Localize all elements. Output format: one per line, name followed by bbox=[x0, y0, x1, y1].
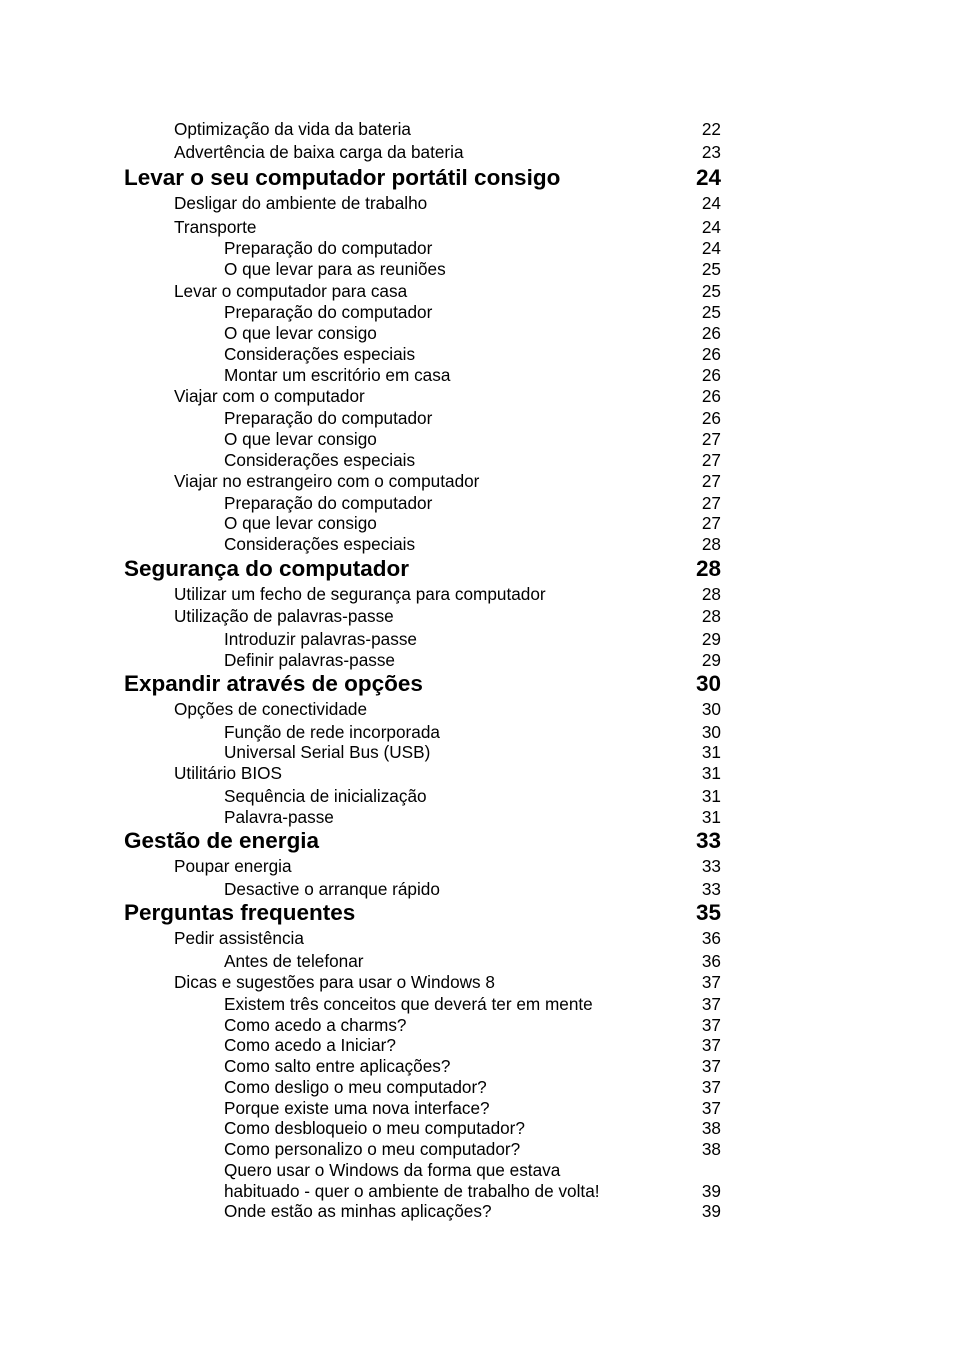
toc-entry-page-number: 37 bbox=[701, 1098, 721, 1118]
toc-entry-title: Optimização da vida da bateria bbox=[174, 119, 411, 139]
toc-entry-page-number: 27 bbox=[701, 450, 721, 470]
toc-entry-title: Levar o seu computador portátil consigo bbox=[124, 165, 561, 190]
toc-entry-page-number: 36 bbox=[701, 928, 721, 948]
toc-entry-title: Montar um escritório em casa bbox=[224, 365, 451, 385]
toc-entry-title: Como desbloqueio o meu computador? bbox=[224, 1118, 525, 1138]
toc-entry-title: O que levar consigo bbox=[224, 429, 377, 449]
toc-entry-page-number: 30 bbox=[695, 671, 721, 696]
toc-entry-page-number: 26 bbox=[701, 408, 721, 428]
toc-entry-page-number: 25 bbox=[701, 281, 721, 301]
toc-entry-page-number: 37 bbox=[701, 1015, 721, 1035]
toc-entry-page-number: 31 bbox=[701, 807, 721, 827]
toc-entry-title: Desactive o arranque rápido bbox=[224, 879, 440, 899]
toc-entry-page-number: 39 bbox=[701, 1201, 721, 1221]
toc-entry-title: Perguntas frequentes bbox=[124, 900, 356, 925]
toc-entry-page-number: 38 bbox=[701, 1118, 721, 1138]
toc-entry-title: Dicas e sugestões para usar o Windows 8 bbox=[174, 972, 495, 992]
toc-entry-title: Opções de conectividade bbox=[174, 699, 368, 719]
toc-entry-title: O que levar para as reuniões bbox=[224, 259, 446, 279]
toc-entry-title: Universal Serial Bus (USB) bbox=[224, 742, 431, 762]
toc-entry-title: habituado - quer o ambiente de trabalho de volta! bbox=[224, 1181, 600, 1201]
toc-entry-page-number: 28 bbox=[701, 584, 721, 604]
toc-entry-title: Introduzir palavras-passe bbox=[224, 629, 417, 649]
toc-entry-title: Preparação do computador bbox=[224, 493, 433, 513]
toc-entry-title: Gestão de energia bbox=[124, 828, 320, 853]
toc-entry-page-number: 33 bbox=[695, 828, 721, 853]
toc-entry-title: Considerações especiais bbox=[224, 450, 416, 470]
toc-entry-page-number: 28 bbox=[701, 534, 721, 554]
toc-entry-page-number: 22 bbox=[701, 119, 721, 139]
toc-entry-title: Preparação do computador bbox=[224, 238, 433, 258]
toc-entry-page-number: 27 bbox=[701, 429, 721, 449]
toc-entry-title: Pedir assistência bbox=[174, 928, 304, 948]
toc-entry-title: Utilização de palavras-passe bbox=[174, 606, 394, 626]
toc-entry-page-number: 29 bbox=[701, 629, 721, 649]
toc-entry-page-number: 29 bbox=[701, 650, 721, 670]
toc-entry-title: Levar o computador para casa bbox=[174, 281, 408, 301]
toc-entry-page-number: 39 bbox=[701, 1181, 721, 1201]
toc-entry-page-number: 27 bbox=[701, 471, 721, 491]
toc-entry-title: Preparação do computador bbox=[224, 408, 433, 428]
toc-entry-title: Desligar do ambiente de trabalho bbox=[174, 193, 428, 213]
toc-entry-page-number: 37 bbox=[701, 1077, 721, 1097]
toc-entry-page-number: 37 bbox=[701, 994, 721, 1014]
toc-entry-title: O que levar consigo bbox=[224, 513, 377, 533]
toc-entry-page-number: 26 bbox=[701, 386, 721, 406]
toc-entry-page-number: 24 bbox=[701, 193, 721, 213]
toc-entry-title: Utilizar um fecho de segurança para computador bbox=[174, 584, 546, 604]
toc-entry-page-number: 25 bbox=[701, 259, 721, 279]
toc-entry-title: Como personalizo o meu computador? bbox=[224, 1139, 521, 1159]
toc-entry-title: Função de rede incorporada bbox=[224, 722, 440, 742]
toc-entry-page-number: 24 bbox=[695, 165, 721, 190]
toc-entry-title: Porque existe uma nova interface? bbox=[224, 1098, 490, 1118]
toc-entry-title: Como acedo a charms? bbox=[224, 1015, 407, 1035]
toc-entry-title: Utilitário BIOS bbox=[174, 763, 282, 783]
toc-entry-title: Transporte bbox=[174, 217, 257, 237]
toc-entry-page-number: 24 bbox=[701, 238, 721, 258]
toc-entry-title: Como acedo a Iniciar? bbox=[224, 1035, 396, 1055]
toc-entry-page-number: 23 bbox=[701, 142, 721, 162]
toc-entry-page-number: 31 bbox=[701, 786, 721, 806]
toc-entry-title: Considerações especiais bbox=[224, 534, 416, 554]
toc-entry-page-number: 35 bbox=[695, 900, 721, 925]
toc-entry-page-number: 28 bbox=[695, 556, 721, 581]
toc-entry-page-number: 31 bbox=[701, 763, 721, 783]
toc-entry-title: Poupar energia bbox=[174, 856, 292, 876]
toc-entry-page-number: 26 bbox=[701, 365, 721, 385]
toc-entry-page-number: 33 bbox=[701, 879, 721, 899]
toc-entry-title: Preparação do computador bbox=[224, 302, 433, 322]
toc-entry-page-number: 27 bbox=[701, 513, 721, 533]
toc-entry-page-number: 37 bbox=[701, 972, 721, 992]
toc-entry-page-number: 37 bbox=[701, 1056, 721, 1076]
toc-entry-page-number: 38 bbox=[701, 1139, 721, 1159]
toc-entry-page-number: 26 bbox=[701, 344, 721, 364]
toc-entry-title: Existem três conceitos que deverá ter em mente bbox=[224, 994, 593, 1014]
toc-entry-page-number: 24 bbox=[701, 217, 721, 237]
toc-entry-title: Sequência de inicialização bbox=[224, 786, 427, 806]
toc-entry-title: Advertência de baixa carga da bateria bbox=[174, 142, 464, 162]
toc-entry-title: Como salto entre aplicações? bbox=[224, 1056, 451, 1076]
toc-entry-page-number: 25 bbox=[701, 302, 721, 322]
toc-entry-page-number: 33 bbox=[701, 856, 721, 876]
toc-entry-title: O que levar consigo bbox=[224, 323, 377, 343]
toc-entry-title: Palavra-passe bbox=[224, 807, 334, 827]
toc-entry-page-number: 30 bbox=[701, 699, 721, 719]
toc-entry-page-number: 37 bbox=[701, 1035, 721, 1055]
toc-entry-page-number: 26 bbox=[701, 323, 721, 343]
toc-entry-page-number: 27 bbox=[701, 493, 721, 513]
toc-entry-title: Viajar no estrangeiro com o computador bbox=[174, 471, 480, 491]
toc-entry-title: Segurança do computador bbox=[124, 556, 410, 581]
toc-entry-page-number: 30 bbox=[701, 722, 721, 742]
toc-entry-title: Definir palavras-passe bbox=[224, 650, 395, 670]
toc-entry-title: Considerações especiais bbox=[224, 344, 416, 364]
toc-entry-page-number: 36 bbox=[701, 951, 721, 971]
toc-entry-title: Quero usar o Windows da forma que estava bbox=[224, 1160, 561, 1180]
toc-entry-title: Antes de telefonar bbox=[224, 951, 364, 971]
toc-entry-title: Viajar com o computador bbox=[174, 386, 365, 406]
toc-entry-page-number: 28 bbox=[701, 606, 721, 626]
toc-entry-title: Como desligo o meu computador? bbox=[224, 1077, 487, 1097]
toc-entry-page-number: 31 bbox=[701, 742, 721, 762]
toc-entry-title: Onde estão as minhas aplicações? bbox=[224, 1201, 492, 1221]
toc-entry-title: Expandir através de opções bbox=[124, 671, 423, 696]
